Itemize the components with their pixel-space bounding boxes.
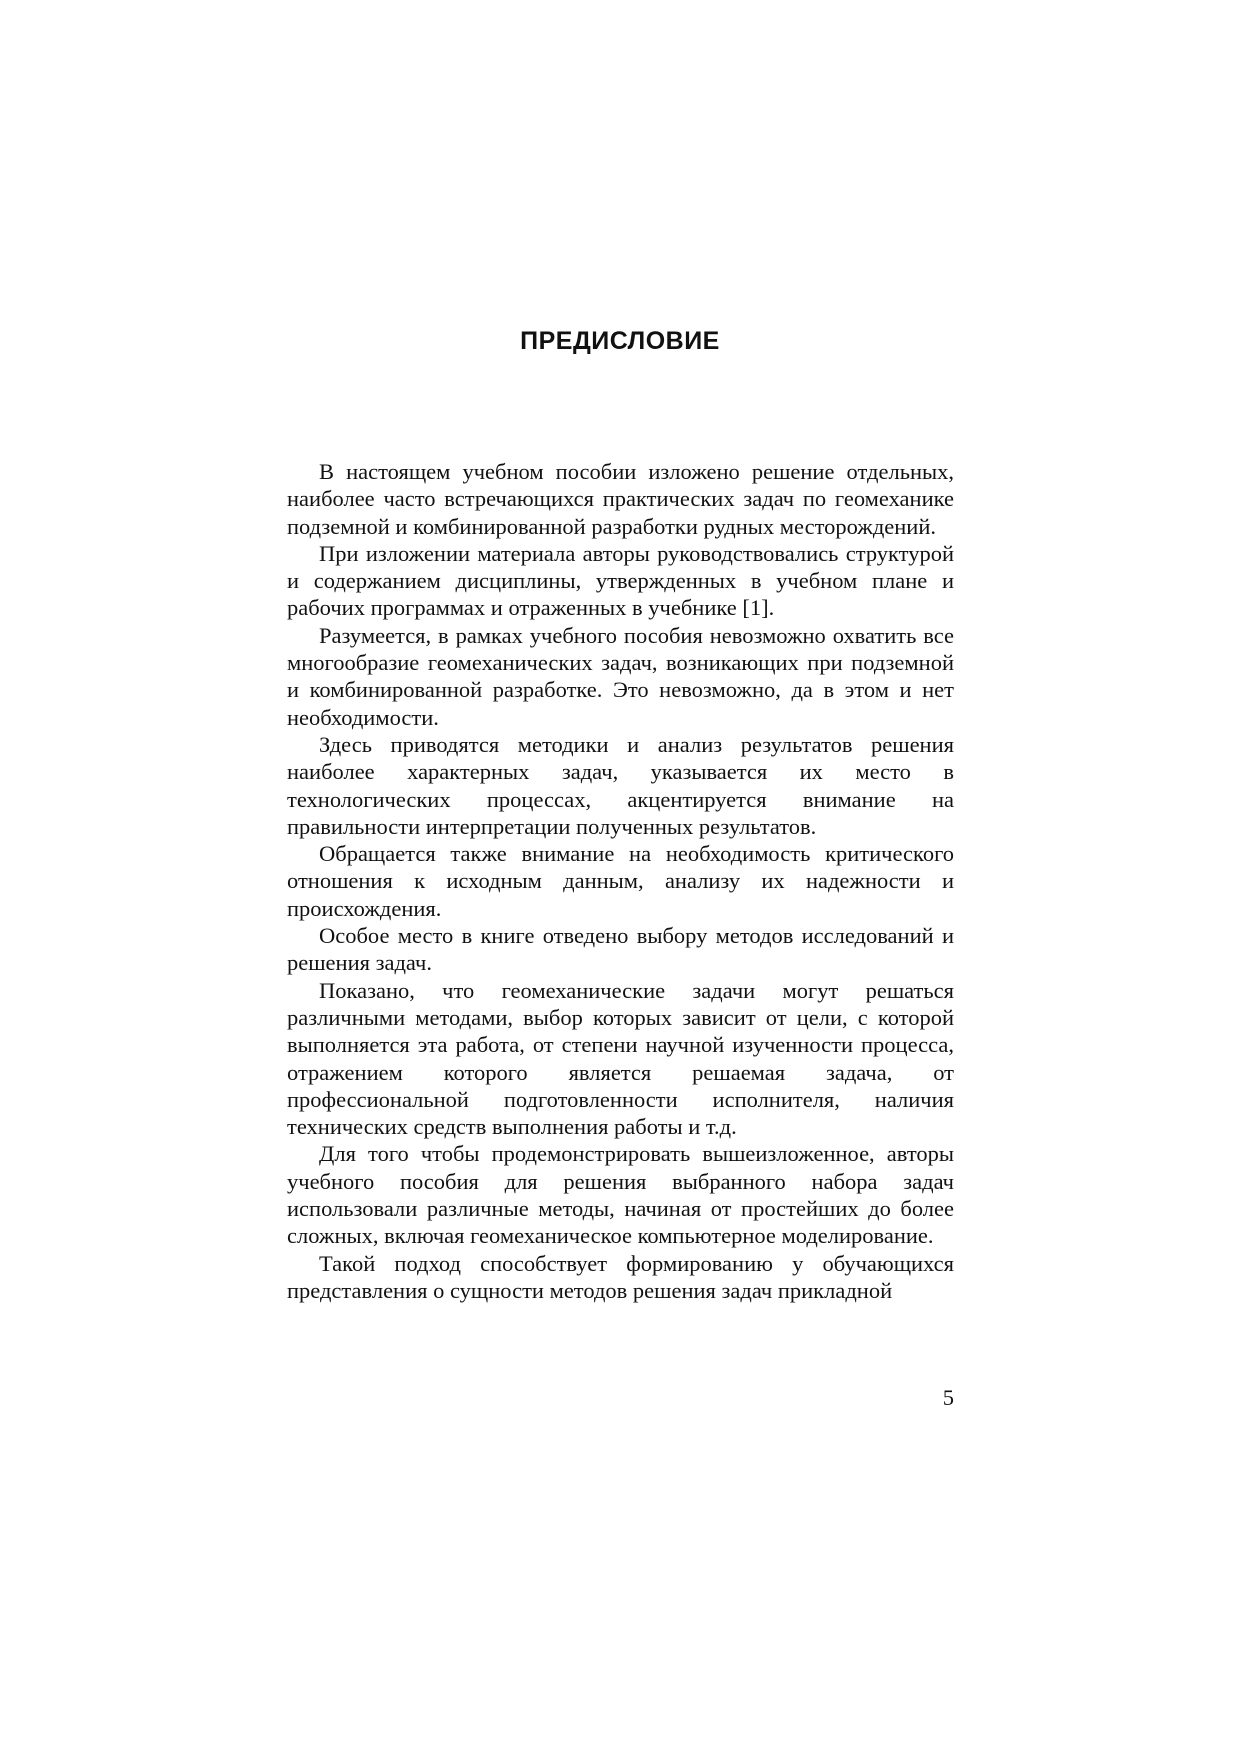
paragraph: В настоящем учебном пособии изложено решение отдельных, наиболее часто встречающихся практических задач по геомеханике подземной и комбинированной разработки рудных месторождений. [287,459,954,539]
paragraph: При изложении материала авторы руководствовались структурой и содержанием дисциплины, утвержденных в учебном плане и рабочих программах и отраженных в учебнике [1]. [287,540,954,621]
paragraph: Особое место в книге отведено выбору методов исследований и решения задач. [287,923,954,976]
paragraph: Здесь приводятся методики и анализ результатов решения наиболее характерных задач, указывается их место в технологических процессах, акцентируется внимание на правильности интерпретации полученных результатов. [287,731,954,839]
paragraph: Обращается также внимание на необходимость критического отношения к исходным данным, анализу их надежности и происхождения. [287,841,954,921]
paragraph: Показано, что геомеханические задачи могут решаться различными методами, выбор которых зависит от цели, с которой выполняется эта работа, от степени научной изученности процесса, отражением которого является решаемая задача, от профессиональной подготовленности исполнителя, наличия технических средств выполнения работы и т.д. [287,977,954,1140]
page-number: 5 [942,1385,954,1410]
body-text [287,458,954,1304]
paragraph: Такой подход способствует формированию у обучающихся представления о сущности методов решения задач прикладной [287,1250,954,1303]
paragraph: Разумеется, в рамках учебного пособия невозможно охватить все многообразие геомеханических задач, возникающих при подземной и комбинированной разработке. Это невозможно, да в этом и нет необходимости. [287,622,954,730]
paragraph: Для того чтобы продемонстрировать вышеизложенное, авторы учебного пособия для решения выбранного набора задач использовали различные методы, начиная от простейших до более сложных, включая геомеханическое компьютерное моделирование. [287,1141,954,1249]
page-title: ПРЕДИСЛОВИЕ [520,327,720,355]
